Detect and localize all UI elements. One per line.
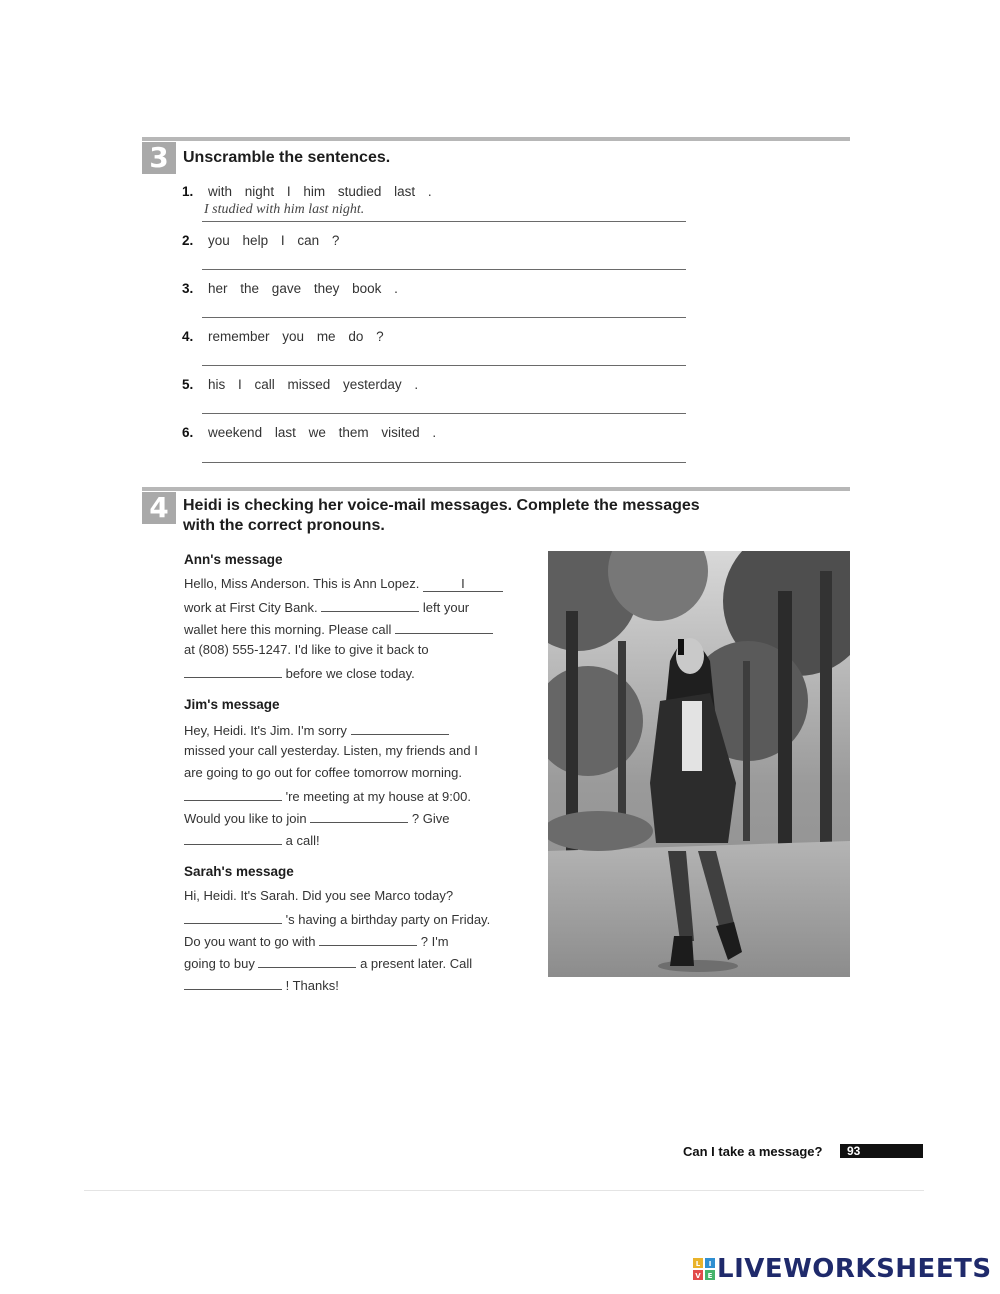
jim-line-6: a call! bbox=[184, 830, 320, 850]
ann-line-3: wallet here this morning. Please call bbox=[184, 619, 493, 639]
ann-blank-3[interactable] bbox=[395, 619, 493, 634]
brand-name: LIVEWORKSHEETS bbox=[717, 1254, 992, 1284]
page-number: 93 bbox=[840, 1144, 923, 1158]
logo-letter-v: V bbox=[695, 1272, 701, 1280]
scramble-item-3: 3. her the gave they book . bbox=[182, 281, 398, 296]
sarah-line-5: ! Thanks! bbox=[184, 975, 339, 995]
sarah-message-title: Sarah's message bbox=[184, 864, 294, 879]
jim-line-5: Would you like to join ? Give bbox=[184, 808, 449, 828]
jim-message-title: Jim's message bbox=[184, 697, 280, 712]
answer-input-3[interactable] bbox=[202, 295, 686, 318]
answer-input-4[interactable] bbox=[202, 343, 686, 366]
sarah-blank-2[interactable] bbox=[319, 931, 417, 946]
jim-blank-4[interactable] bbox=[184, 830, 282, 845]
sarah-blank-3[interactable] bbox=[258, 953, 356, 968]
answer-input-1[interactable] bbox=[202, 199, 686, 222]
scramble-item-6: 6. weekend last we them visited . bbox=[182, 425, 437, 440]
jim-line-3: are going to go out for coffee tomorrow morning. bbox=[184, 765, 462, 780]
ann-line-1: Hello, Miss Anderson. This is Ann Lopez. I bbox=[184, 575, 503, 593]
woman-on-phone-photo bbox=[548, 551, 850, 977]
ann-message-title: Ann's message bbox=[184, 552, 283, 567]
jim-line-2: missed your call yesterday. Listen, my friends and I bbox=[184, 743, 478, 758]
sarah-line-4: going to buy a present later. Call bbox=[184, 953, 472, 973]
section-3-divider bbox=[142, 137, 850, 141]
section-4-title-line-2: with the correct pronouns. bbox=[183, 517, 385, 534]
section-3-title: Unscramble the sentences. bbox=[183, 149, 391, 166]
liveworksheets-brand bbox=[693, 1254, 992, 1284]
jim-blank-3[interactable] bbox=[310, 808, 408, 823]
footer-title: Can I take a message? bbox=[683, 1144, 823, 1159]
answer-input-2[interactable] bbox=[202, 247, 686, 270]
sarah-line-1: Hi, Heidi. It's Sarah. Did you see Marco today? bbox=[184, 888, 454, 903]
page-bottom-rule bbox=[84, 1190, 924, 1191]
answer-input-5[interactable] bbox=[202, 391, 686, 414]
jim-line-1: Hey, Heidi. It's Jim. I'm sorry bbox=[184, 720, 449, 740]
jim-blank-2[interactable] bbox=[184, 786, 282, 801]
scramble-item-2: 2. you help I can ? bbox=[182, 233, 340, 248]
logo-letter-l: L bbox=[695, 1260, 701, 1268]
ann-line-5: before we close today. bbox=[184, 663, 415, 683]
scramble-item-1: 1. with night I him studied last . bbox=[182, 184, 432, 199]
logo-letter-i: I bbox=[708, 1260, 712, 1268]
scramble-item-5: 5. his I call missed yesterday . bbox=[182, 377, 419, 392]
sarah-line-3: Do you want to go with ? I'm bbox=[184, 931, 449, 951]
answer-input-6[interactable] bbox=[202, 440, 686, 463]
ann-line-4: at (808) 555-1247. I'd like to give it back to bbox=[184, 642, 429, 657]
scramble-item-4: 4. remember you me do ? bbox=[182, 329, 384, 344]
section-4-number: 4 bbox=[142, 492, 176, 524]
logo-letter-e: E bbox=[707, 1272, 713, 1280]
ann-blank-4[interactable] bbox=[184, 663, 282, 678]
photo-illustration bbox=[548, 551, 850, 977]
jim-line-4: 're meeting at my house at 9:00. bbox=[184, 786, 471, 806]
section-3-number: 3 bbox=[142, 142, 176, 174]
jim-blank-1[interactable] bbox=[351, 720, 449, 735]
sarah-line-2: 's having a birthday party on Friday. bbox=[184, 909, 490, 929]
sarah-blank-4[interactable] bbox=[184, 975, 282, 990]
section-4-title-line-1: Heidi is checking her voice-mail messages. Complete the messages bbox=[183, 497, 700, 514]
liveworksheets-logo-icon bbox=[693, 1258, 715, 1280]
ann-blank-2[interactable] bbox=[321, 597, 419, 612]
ann-line-2: work at First City Bank. left your bbox=[184, 597, 469, 617]
sarah-blank-1[interactable] bbox=[184, 909, 282, 924]
section-4-divider bbox=[142, 487, 850, 491]
ann-blank-1[interactable]: I bbox=[423, 577, 503, 592]
